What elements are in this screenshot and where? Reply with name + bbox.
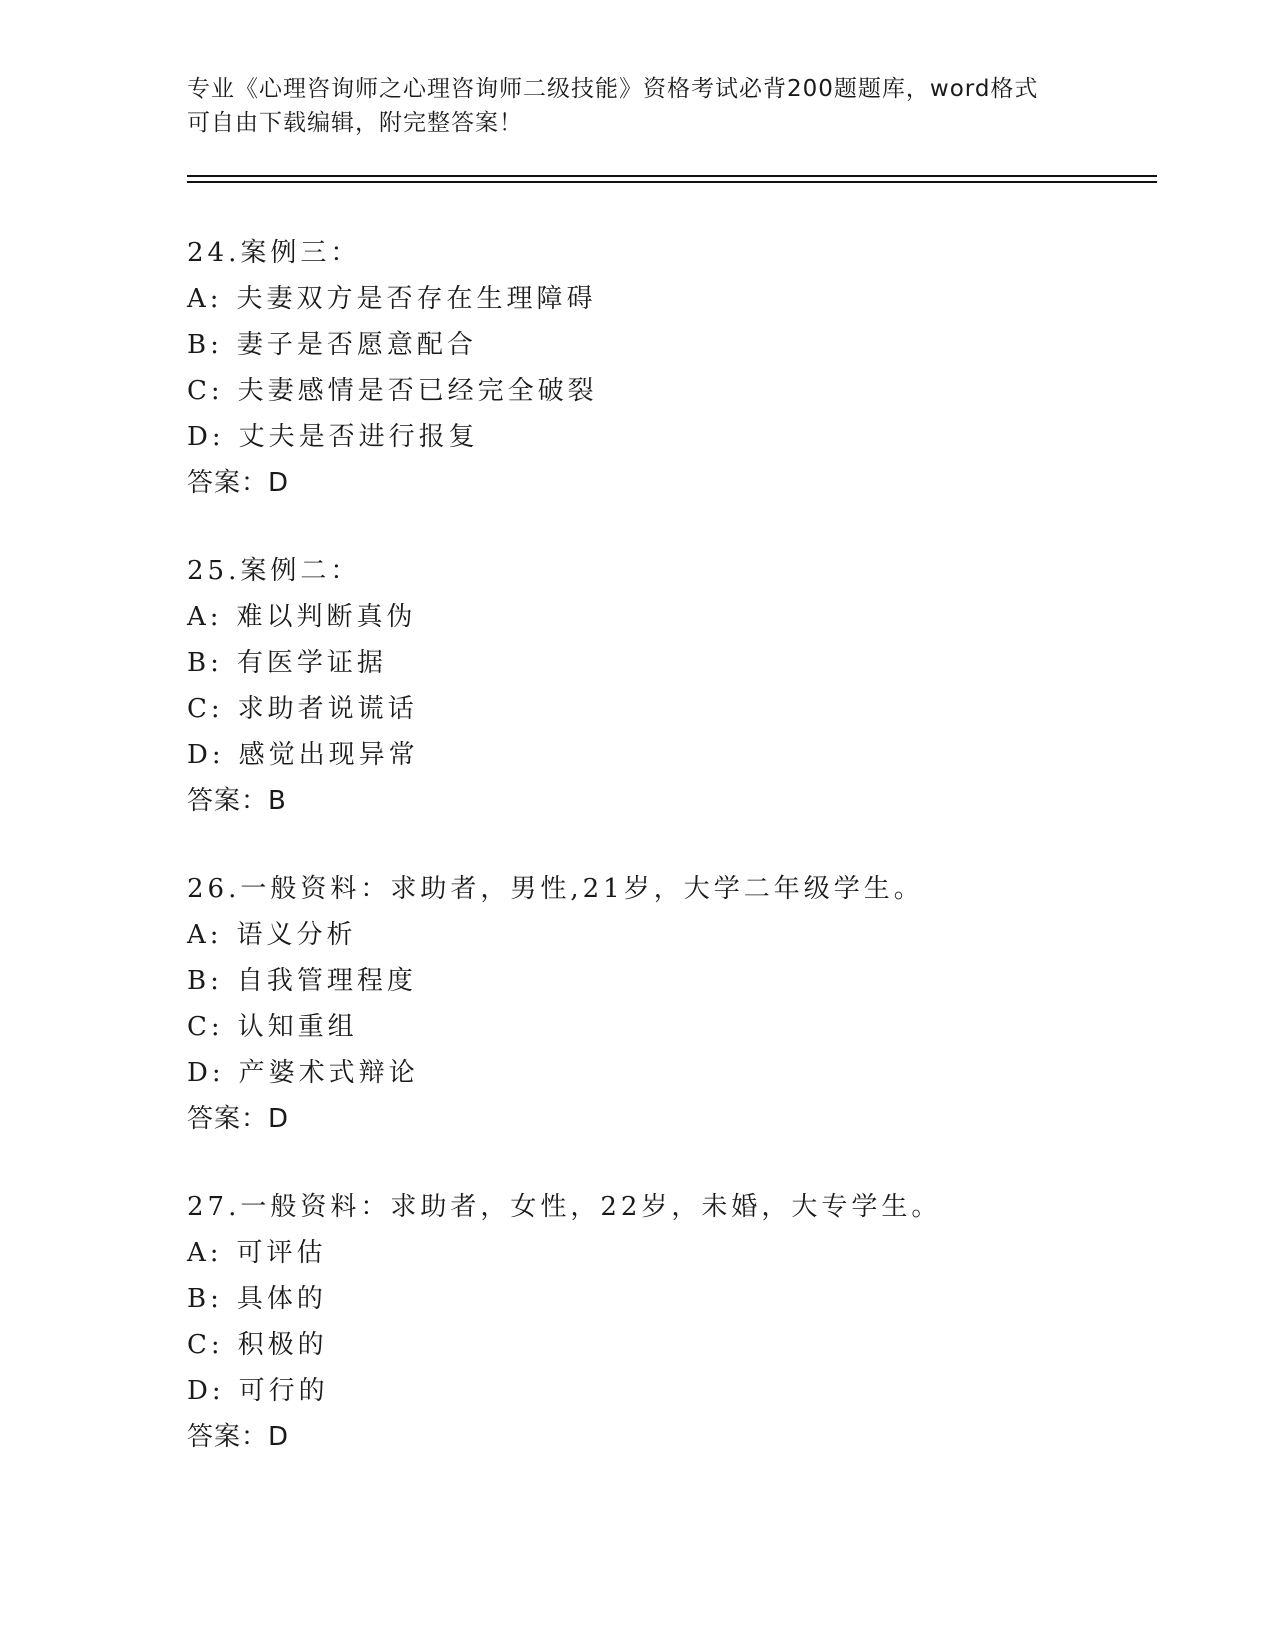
option-text: 难以判断真伪 [236, 602, 417, 632]
option-b [187, 322, 1147, 368]
option-text: 语义分析 [236, 920, 357, 950]
option-text: 求助者说谎话 [237, 694, 418, 724]
option-letter: A: [187, 602, 223, 632]
option-letter: D: [187, 1376, 225, 1406]
option-a [187, 912, 1147, 958]
option-a [187, 1230, 1147, 1276]
option-letter: B: [187, 1284, 223, 1314]
question-stem: 27.一般资料：求助者，女性，22岁，未婚，大专学生。 [187, 1192, 942, 1222]
question-26 [187, 866, 1147, 1142]
option-text: 妻子是否愿意配合 [236, 330, 477, 360]
option-text: 可评估 [236, 1238, 327, 1268]
option-d [187, 1050, 1147, 1096]
question-24 [187, 230, 1147, 506]
option-letter: C: [187, 376, 224, 406]
option-letter: B: [187, 330, 223, 360]
option-b [187, 1276, 1147, 1322]
header-line-2: 可自由下载编辑，附完整答案！ [187, 110, 523, 136]
option-letter: C: [187, 694, 224, 724]
option-text: 认知重组 [237, 1012, 358, 1042]
option-text: 产婆术式辩论 [238, 1058, 419, 1088]
option-c [187, 1322, 1147, 1368]
option-c [187, 368, 1147, 414]
option-text: 夫妻双方是否存在生理障碍 [236, 284, 597, 314]
header-divider-top [187, 175, 1157, 177]
option-d [187, 1368, 1147, 1414]
option-text: 可行的 [238, 1376, 329, 1406]
option-letter: A: [187, 1238, 223, 1268]
question-stem: 25.案例二： [187, 556, 361, 586]
option-a [187, 276, 1147, 322]
option-letter: B: [187, 966, 223, 996]
option-b [187, 958, 1147, 1004]
option-text: 丈夫是否进行报复 [238, 422, 479, 452]
option-text: 夫妻感情是否已经完全破裂 [237, 376, 598, 406]
question-stem: 24.案例三： [187, 238, 361, 268]
answer-line: 答案：B [187, 786, 287, 816]
option-d [187, 732, 1147, 778]
option-text: 感觉出现异常 [238, 740, 419, 770]
option-letter: D: [187, 422, 225, 452]
option-letter: C: [187, 1012, 224, 1042]
question-25 [187, 548, 1147, 824]
answer-line: 答案：D [187, 1104, 290, 1134]
option-letter: D: [187, 1058, 225, 1088]
question-27 [187, 1184, 1147, 1460]
option-c [187, 686, 1147, 732]
option-letter: A: [187, 284, 223, 314]
option-b [187, 640, 1147, 686]
option-letter: A: [187, 920, 223, 950]
option-text: 具体的 [236, 1284, 327, 1314]
option-a [187, 594, 1147, 640]
option-c [187, 1004, 1147, 1050]
answer-line: 答案：D [187, 468, 290, 498]
option-text: 有医学证据 [236, 648, 387, 678]
header-line-1: 专业《心理咨询师之心理咨询师二级技能》资格考试必背200题题库，word格式 [187, 76, 1039, 102]
question-stem: 26.一般资料：求助者，男性,21岁，大学二年级学生。 [187, 874, 924, 904]
option-text: 积极的 [237, 1330, 328, 1360]
option-d [187, 414, 1147, 460]
option-letter: C: [187, 1330, 224, 1360]
header-divider-bottom [187, 181, 1157, 183]
option-letter: D: [187, 740, 225, 770]
document-header [187, 72, 1067, 140]
answer-line: 答案：D [187, 1422, 290, 1452]
option-letter: B: [187, 648, 223, 678]
option-text: 自我管理程度 [236, 966, 417, 996]
